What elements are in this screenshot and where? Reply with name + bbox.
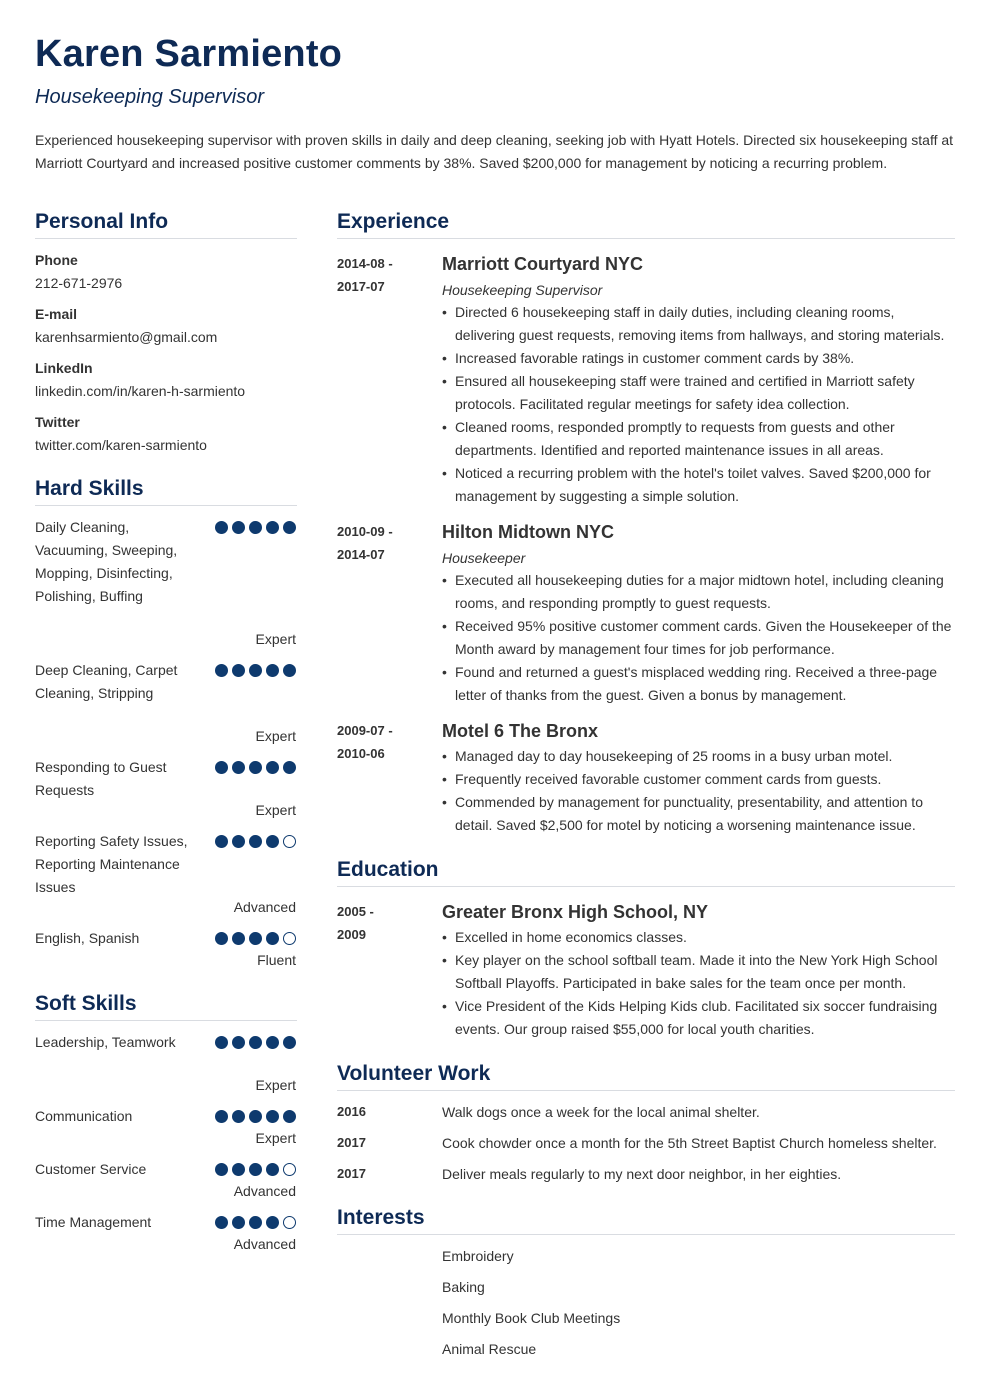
skill-level: Expert bbox=[255, 728, 296, 744]
volunteer-heading: Volunteer Work bbox=[337, 1060, 955, 1091]
rating-dot-filled bbox=[266, 521, 279, 534]
interest-item: Monthly Book Club Meetings bbox=[442, 1310, 621, 1326]
education-bullets bbox=[442, 926, 957, 1041]
rating-dot-filled bbox=[215, 1036, 228, 1049]
rating-dot-filled bbox=[266, 1110, 279, 1123]
skill-name: Deep Cleaning, Carpet Cleaning, Stripping bbox=[35, 662, 178, 701]
interest-item: Embroidery bbox=[442, 1248, 514, 1264]
rating-dot-filled bbox=[249, 932, 262, 945]
phone-label: Phone bbox=[35, 252, 78, 268]
bullet-item: • Excelled in home economics classes. bbox=[442, 926, 957, 949]
rating-dot-filled bbox=[249, 1216, 262, 1229]
interest-item: Animal Rescue bbox=[442, 1341, 537, 1357]
skill-rating bbox=[215, 1110, 296, 1124]
skill-rating bbox=[215, 664, 296, 678]
skill-rating bbox=[215, 1163, 296, 1177]
rating-dot-empty bbox=[283, 1163, 296, 1176]
rating-dot-filled bbox=[249, 761, 262, 774]
rating-dot-filled bbox=[249, 835, 262, 848]
soft-skills-heading: Soft Skills bbox=[35, 990, 297, 1021]
experience-bullets bbox=[442, 301, 957, 508]
bullet-item: • Ensured all housekeeping staff were trained and certified in Marriott safety protocols. Facilitated regular meetings for safety idea collection. bbox=[442, 370, 957, 416]
experience-bullets bbox=[442, 569, 957, 707]
skill-name: Time Management bbox=[35, 1214, 152, 1230]
rating-dot-filled bbox=[215, 835, 228, 848]
skill-level: Expert bbox=[255, 1077, 296, 1093]
skill-level: Fluent bbox=[257, 952, 296, 968]
twitter-label: Twitter bbox=[35, 414, 80, 430]
rating-dot-filled bbox=[232, 1036, 245, 1049]
rating-dot-filled bbox=[215, 932, 228, 945]
rating-dot-filled bbox=[266, 1036, 279, 1049]
rating-dot-empty bbox=[283, 1216, 296, 1229]
skill-level: Advanced bbox=[233, 1183, 296, 1199]
rating-dot-empty bbox=[283, 835, 296, 848]
skill-level: Expert bbox=[255, 802, 296, 818]
skill-level: Advanced bbox=[233, 1236, 296, 1252]
rating-dot-filled bbox=[232, 1216, 245, 1229]
skill-name: Customer Service bbox=[35, 1161, 147, 1177]
rating-dot-filled bbox=[232, 1163, 245, 1176]
skill-level: Expert bbox=[255, 631, 296, 647]
rating-dot-filled bbox=[215, 1110, 228, 1123]
skill-name: Reporting Safety Issues, Reporting Maintenance Issues bbox=[35, 833, 188, 895]
bullet-item: • Managed day to day housekeeping of 25 rooms in a busy urban motel. bbox=[442, 745, 957, 768]
linkedin-value: linkedin.com/in/karen-h-sarmiento bbox=[35, 383, 246, 399]
rating-dot-filled bbox=[283, 1110, 296, 1123]
rating-dot-filled bbox=[283, 521, 296, 534]
email-value: karenhsarmiento@gmail.com bbox=[35, 329, 218, 345]
bullet-item: • Noticed a recurring problem with the hotel's toilet valves. Saved $200,000 for management by suggesting a simple solution. bbox=[442, 462, 957, 508]
experience-date-end: 2017-07 bbox=[337, 279, 385, 294]
interest-item: Baking bbox=[442, 1279, 485, 1295]
experience-date-end: 2014-07 bbox=[337, 547, 385, 562]
twitter-value: twitter.com/karen-sarmiento bbox=[35, 437, 207, 453]
education-date-start: 2005 - bbox=[337, 904, 374, 919]
experience-role: Housekeeping Supervisor bbox=[442, 282, 603, 298]
rating-dot-filled bbox=[249, 1110, 262, 1123]
bullet-item: • Executed all housekeeping duties for a major midtown hotel, including cleaning rooms, and responding promptly to guest requests. bbox=[442, 569, 957, 615]
skill-rating bbox=[215, 835, 296, 849]
volunteer-year: 2016 bbox=[337, 1104, 366, 1119]
interests-heading: Interests bbox=[337, 1204, 955, 1235]
rating-dot-filled bbox=[266, 761, 279, 774]
personal-info-heading: Personal Info bbox=[35, 208, 297, 239]
skill-name: Communication bbox=[35, 1108, 133, 1124]
skill-rating bbox=[215, 761, 296, 775]
rating-dot-filled bbox=[266, 932, 279, 945]
experience-role: Housekeeper bbox=[442, 550, 526, 566]
volunteer-text: Deliver meals regularly to my next door neighbor, in her eighties. bbox=[442, 1166, 842, 1182]
experience-company: Hilton Midtown NYC bbox=[442, 522, 614, 542]
volunteer-year: 2017 bbox=[337, 1135, 366, 1150]
linkedin-label: LinkedIn bbox=[35, 360, 93, 376]
skill-rating bbox=[215, 521, 296, 535]
bullet-item: • Frequently received favorable customer comment cards from guests. bbox=[442, 768, 957, 791]
skill-level: Expert bbox=[255, 1130, 296, 1146]
rating-dot-filled bbox=[232, 835, 245, 848]
rating-dot-filled bbox=[249, 664, 262, 677]
bullet-item: • Vice President of the Kids Helping Kids club. Facilitated six soccer fundraising events. Our group raised $55,000 for local youth charities. bbox=[442, 995, 957, 1041]
email-label: E-mail bbox=[35, 306, 78, 322]
rating-dot-filled bbox=[249, 1036, 262, 1049]
rating-dot-filled bbox=[283, 761, 296, 774]
rating-dot-filled bbox=[215, 1216, 228, 1229]
bullet-item: • Cleaned rooms, responded promptly to requests from guests and other departments. Identified and reported maintenance issues in all areas. bbox=[442, 416, 957, 462]
bullet-item: • Key player on the school softball team. Made it into the New York High School Softball Playoffs. Participated in bake sales for the team once per month. bbox=[442, 949, 957, 995]
skill-rating bbox=[215, 932, 296, 946]
skill-name: Daily Cleaning, Vacuuming, Sweeping, Mopping, Disinfecting, Polishing, Buffing bbox=[35, 519, 178, 604]
experience-date-start: 2009-07 - bbox=[337, 723, 393, 738]
skill-name: Responding to Guest Requests bbox=[35, 759, 167, 798]
rating-dot-filled bbox=[266, 1216, 279, 1229]
skill-rating bbox=[215, 1036, 296, 1050]
rating-dot-filled bbox=[232, 1110, 245, 1123]
job-title: Housekeeping Supervisor bbox=[35, 86, 265, 108]
skill-rating bbox=[215, 1216, 296, 1230]
bullet-item: • Received 95% positive customer comment cards. Given the Housekeeper of the Month award by management four times for job performance. bbox=[442, 615, 957, 661]
rating-dot-filled bbox=[232, 932, 245, 945]
experience-date-start: 2014-08 - bbox=[337, 256, 393, 271]
experience-heading: Experience bbox=[337, 208, 955, 239]
volunteer-year: 2017 bbox=[337, 1166, 366, 1181]
skill-level: Advanced bbox=[233, 899, 296, 915]
candidate-name: Karen Sarmiento bbox=[35, 33, 343, 75]
rating-dot-filled bbox=[215, 761, 228, 774]
rating-dot-filled bbox=[232, 521, 245, 534]
experience-date-start: 2010-09 - bbox=[337, 524, 393, 539]
rating-dot-filled bbox=[232, 761, 245, 774]
volunteer-text: Cook chowder once a month for the 5th Street Baptist Church homeless shelter. bbox=[442, 1135, 937, 1151]
rating-dot-filled bbox=[215, 1163, 228, 1176]
rating-dot-filled bbox=[232, 664, 245, 677]
bullet-item: • Directed 6 housekeeping staff in daily duties, including cleaning rooms, delivering guest requests, removing items from hallways, and storing materials. bbox=[442, 301, 957, 347]
rating-dot-filled bbox=[215, 664, 228, 677]
rating-dot-filled bbox=[266, 1163, 279, 1176]
experience-company: Marriott Courtyard NYC bbox=[442, 254, 644, 274]
volunteer-text: Walk dogs once a week for the local animal shelter. bbox=[442, 1104, 760, 1120]
skill-name: Leadership, Teamwork bbox=[35, 1034, 176, 1050]
bullet-item: • Found and returned a guest's misplaced wedding ring. Received a three-page letter of thanks from the guest. Given a bonus by management. bbox=[442, 661, 957, 707]
rating-dot-filled bbox=[283, 1036, 296, 1049]
rating-dot-filled bbox=[266, 835, 279, 848]
rating-dot-filled bbox=[215, 521, 228, 534]
phone-value: 212-671-2976 bbox=[35, 275, 123, 291]
education-heading: Education bbox=[337, 856, 955, 887]
bullet-item: • Commended by management for punctuality, presentability, and attention to detail. Saved $2,500 for motel by noticing a worsening maintenance issue. bbox=[442, 791, 957, 837]
hard-skills-heading: Hard Skills bbox=[35, 475, 297, 506]
rating-dot-empty bbox=[283, 932, 296, 945]
rating-dot-filled bbox=[283, 664, 296, 677]
experience-company: Motel 6 The Bronx bbox=[442, 721, 599, 741]
experience-bullets bbox=[442, 745, 957, 837]
rating-dot-filled bbox=[249, 521, 262, 534]
rating-dot-filled bbox=[266, 664, 279, 677]
summary: Experienced housekeeping supervisor with proven skills in daily and deep cleaning, seeking job with Hyatt Hotels. Directed six housekeeping staff at Marriott Courtyard and increased positive customer comments by 38%. Saved $200,000 for management by noticing a recurring problem. bbox=[35, 132, 954, 171]
education-date-end: 2009 bbox=[337, 927, 366, 942]
experience-date-end: 2010-06 bbox=[337, 746, 385, 761]
education-school: Greater Bronx High School, NY bbox=[442, 902, 709, 922]
rating-dot-filled bbox=[249, 1163, 262, 1176]
bullet-item: • Increased favorable ratings in customer comment cards by 38%. bbox=[442, 347, 957, 370]
skill-name: English, Spanish bbox=[35, 930, 140, 946]
